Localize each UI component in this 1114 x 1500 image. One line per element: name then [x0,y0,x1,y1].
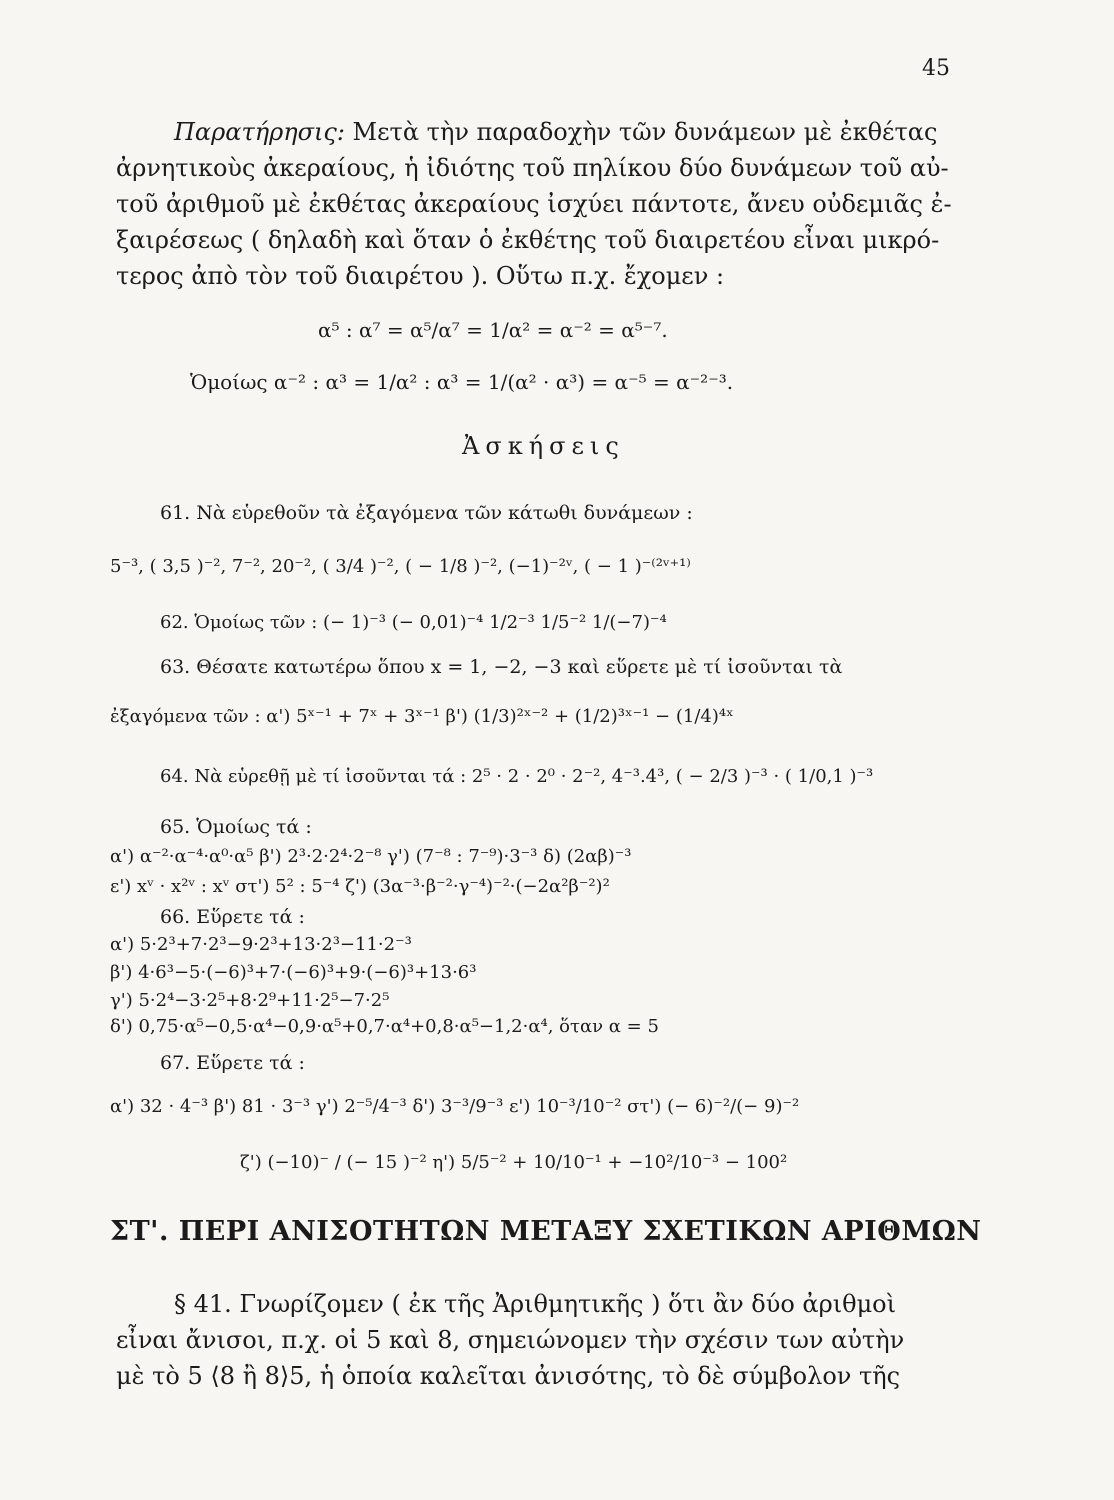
page-number: 45 [922,56,950,81]
formula-similarly: Ὁμοίως α⁻² : α³ = 1/α² : α³ = 1/(α² · α³) = α⁻⁵ = α⁻²⁻³. [190,370,734,394]
exercise-66-c: γ') 5·2⁴−3·2⁵+8·2⁹+11·2⁵−7·2⁵ [110,990,390,1011]
remark-line: Μετὰ τὴν παραδοχὴν τῶν δυνάμεων μὲ ἐκθέτας [344,118,938,146]
exercise-64: 64. Νὰ εὑρεθῇ μὲ τί ἰσοῦνται τά : 2⁵ · 2 · 2⁰ · 2⁻², 4⁻³.4³, ( − 2/3 )⁻³ · ( 1/0,1 )⁻³ [160,766,874,787]
exercise-65: 65. Ὁμοίως τά : [160,816,312,838]
section-paragraph [116,1286,944,1394]
remark-paragraph [116,114,952,294]
exercises-title: Ἀσκήσεις [462,432,625,460]
section-line: μὲ τὸ 5 ⟨8 ἢ 8⟩5, ἡ ὁποία καλεῖται ἀνισότης, τὸ δὲ σύμβολον τῆς [116,1362,901,1390]
remark-line: ἀρνητικοὺς ἀκεραίους, ἡ ἰδιότης τοῦ πηλίκου δύο δυνάμεων τοῦ αὐ- [116,154,949,182]
exercise-65-row2: ε') xᵛ · x²ᵛ : xᵛ στ') 5² : 5⁻⁴ ζ') (3α⁻³·β⁻²·γ⁻⁴)⁻²·(−2α²β⁻²)² [110,876,610,897]
exercise-67: 67. Εὕρετε τά : [160,1052,305,1074]
exercise-66-a: α') 5·2³+7·2³−9·2³+13·2³−11·2⁻³ [110,934,412,955]
section-line: εἶναι ἄνισοι, π.χ. οἱ 5 καὶ 8, σημειώνομεν τὴν σχέσιν των αὐτὴν [116,1326,905,1354]
section-heading: ΣΤ'. ΠΕΡΙ ΑΝΙΣΟΤΗΤΩΝ ΜΕΤΑΞΥ ΣΧΕΤΙΚΩΝ ΑΡΙΘΜΩΝ [110,1216,982,1247]
exercise-65-row1: α') α⁻²·α⁻⁴·α⁰·α⁵ β') 2³·2·2⁴·2⁻⁸ γ') (7⁻⁸ : 7⁻⁹)·3⁻³ δ) (2αβ)⁻³ [110,846,632,867]
section-line: § 41. Γνωρίζομεν ( ἐκ τῆς Ἀριθμητικῆς ) ὅτι ἂν δύο ἀριθμοὶ [174,1290,897,1318]
formula-quotient: α⁵ : α⁷ = α⁵/α⁷ = 1/α² = α⁻² = α⁵⁻⁷. [318,318,668,342]
remark-line: τερος ἀπὸ τὸν τοῦ διαιρέτου ). Οὕτω π.χ. ἔχομεν : [116,262,725,290]
remark-label: Παρατήρησις: [174,118,345,146]
exercise-61: 61. Νὰ εὑρεθοῦν τὰ ἐξαγόμενα τῶν κάτωθι δυνάμεων : [160,502,693,524]
exercise-62: 62. Ὁμοίως τῶν : (− 1)⁻³ (− 0,01)⁻⁴ 1/2⁻³ 1/5⁻² 1/(−7)⁻⁴ [160,612,667,633]
exercise-61-items: 5⁻³, ( 3,5 )⁻², 7⁻², 20⁻², ( 3/4 )⁻², ( − 1/8 )⁻², (−1)⁻²ᵛ, ( − 1 )⁻⁽²ᵛ⁺¹⁾ [110,556,691,577]
exercise-67-row2: ζ') (−10)⁻ / (− 15 )⁻² η') 5/5⁻² + 10/10⁻¹ + −10²/10⁻³ − 100² [240,1152,788,1173]
exercise-67-row1: α') 32 · 4⁻³ β') 81 · 3⁻³ γ') 2⁻⁵/4⁻³ δ') 3⁻³/9⁻³ ε') 10⁻³/10⁻² στ') (− 6)⁻²/(− 9)⁻² [110,1096,800,1117]
exercise-66: 66. Εὕρετε τά : [160,906,305,928]
exercise-66-d: δ') 0,75·α⁵−0,5·α⁴−0,9·α⁵+0,7·α⁴+0,8·α⁵−1,2·α⁴, ὅταν α = 5 [110,1016,659,1037]
exercise-66-b: β') 4·6³−5·(−6)³+7·(−6)³+9·(−6)³+13·6³ [110,962,477,983]
remark-line: ξαιρέσεως ( δηλαδὴ καὶ ὅταν ὁ ἐκθέτης τοῦ διαιρετέου εἶναι μικρό- [116,226,940,254]
exercise-63: 63. Θέσατε κατωτέρω ὅπου x = 1, −2, −3 καὶ εὕρετε μὲ τί ἰσοῦνται τὰ [160,656,843,678]
exercise-63-items: ἐξαγόμενα τῶν : α') 5ˣ⁻¹ + 7ˣ + 3ˣ⁻¹ β') (1/3)²ˣ⁻² + (1/2)³ˣ⁻¹ − (1/4)⁴ˣ [110,706,734,727]
remark-line: τοῦ ἀριθμοῦ μὲ ἐκθέτας ἀκεραίους ἰσχύει πάντοτε, ἄνευ οὐδεμιᾶς ἐ- [116,190,952,218]
